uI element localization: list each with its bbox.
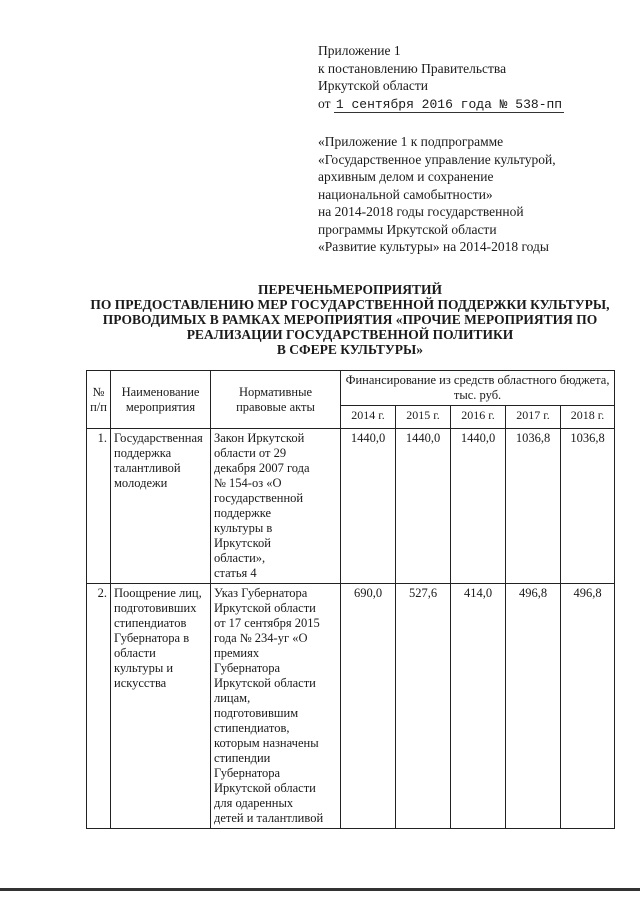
subprogram-line: «Развитие культуры» на 2014-2018 годы — [318, 239, 549, 254]
header-name: Наименование мероприятия — [111, 371, 211, 429]
title-line: ПРОВОДИМЫХ В РАМКАХ МЕРОПРИЯТИЯ «ПРОЧИЕ МЕРОПРИЯТИЯ ПО — [102, 312, 598, 327]
header-num: № п/п — [87, 371, 111, 429]
subprogram-line: «Государственное управление культурой, — [318, 151, 556, 167]
subprogram-line: «Приложение 1 к подпрограмме — [318, 134, 504, 149]
funding-value: 496,8 — [561, 584, 615, 829]
funding-value: 1036,8 — [506, 429, 561, 584]
title-line: ПО ПРЕДОСТАВЛЕНИЮ МЕР ГОСУДАРСТВЕННОЙ ПОДДЕРЖКИ КУЛЬТУРЫ, — [90, 297, 610, 312]
header-year: 2015 г. — [396, 406, 451, 429]
page-bottom-rule — [0, 888, 640, 891]
funding-value: 690,0 — [341, 584, 396, 829]
appendix-line: к постановлению Правительства — [318, 60, 507, 76]
funding-value: 1036,8 — [561, 429, 615, 584]
funding-value: 414,0 — [451, 584, 506, 829]
header-year: 2017 г. — [506, 406, 561, 429]
table-row — [87, 584, 615, 829]
funding-value: 1440,0 — [396, 429, 451, 584]
funding-value: 1440,0 — [341, 429, 396, 584]
legal-act: Указ Губернатора Иркутской области от 17 сентября 2015 года № 234-уг «О премиях Губернатора Иркутской области лицам, подготовившим стипендиатов, которым назначены стипендии Губернатора Иркутской области для одаренных детей и талантливой — [211, 584, 341, 829]
appendix-date-line — [318, 95, 618, 114]
funding-value: 527,6 — [396, 584, 451, 829]
subprogram-line: программы Иркутской области — [318, 221, 497, 237]
date-value: 1 сентября 2016 года № 538-пп — [335, 96, 563, 112]
title-line: В СФЕРЕ КУЛЬТУРЫ» — [276, 342, 424, 357]
row-number: 1. — [87, 429, 111, 584]
funding-value: 496,8 — [506, 584, 561, 829]
date-prefix: от — [318, 95, 331, 111]
appendix-line: Приложение 1 — [318, 43, 401, 58]
subprogram-line: архивным делом и сохранение — [318, 169, 494, 184]
appendix-line: Иркутской области — [318, 78, 429, 93]
subprogram-line: на 2014-2018 годы государственной — [318, 204, 524, 219]
row-number: 2. — [87, 584, 111, 829]
legal-act: Закон Иркутской области от 29 декабря 2007 года № 154-оз «О государственной поддержке культуры в Иркутской области», статья 4 — [211, 429, 341, 584]
header-funding: Финансирование из средств областного бюджета, тыс. руб. — [341, 371, 615, 406]
subprogram-line: национальной самобытности» — [318, 186, 493, 202]
header-year: 2014 г. — [341, 406, 396, 429]
measure-name: Государственная поддержка талантливой молодежи — [111, 429, 211, 584]
header-year: 2018 г. — [561, 406, 615, 429]
header-year: 2016 г. — [451, 406, 506, 429]
title-line: РЕАЛИЗАЦИИ ГОСУДАРСТВЕННОЙ ПОЛИТИКИ — [186, 327, 514, 342]
measures-table — [86, 370, 615, 829]
funding-value: 1440,0 — [451, 429, 506, 584]
header-acts: Нормативные правовые акты — [211, 371, 341, 429]
table-row — [87, 429, 615, 584]
title-line: ПЕРЕЧЕНЬМЕРОПРИЯТИЙ — [258, 282, 442, 297]
appendix-block — [318, 42, 618, 256]
measure-name: Поощрение лиц, подготовивших стипендиатов Губернатора в области культуры и искусства — [111, 584, 211, 829]
document-title — [80, 282, 620, 357]
